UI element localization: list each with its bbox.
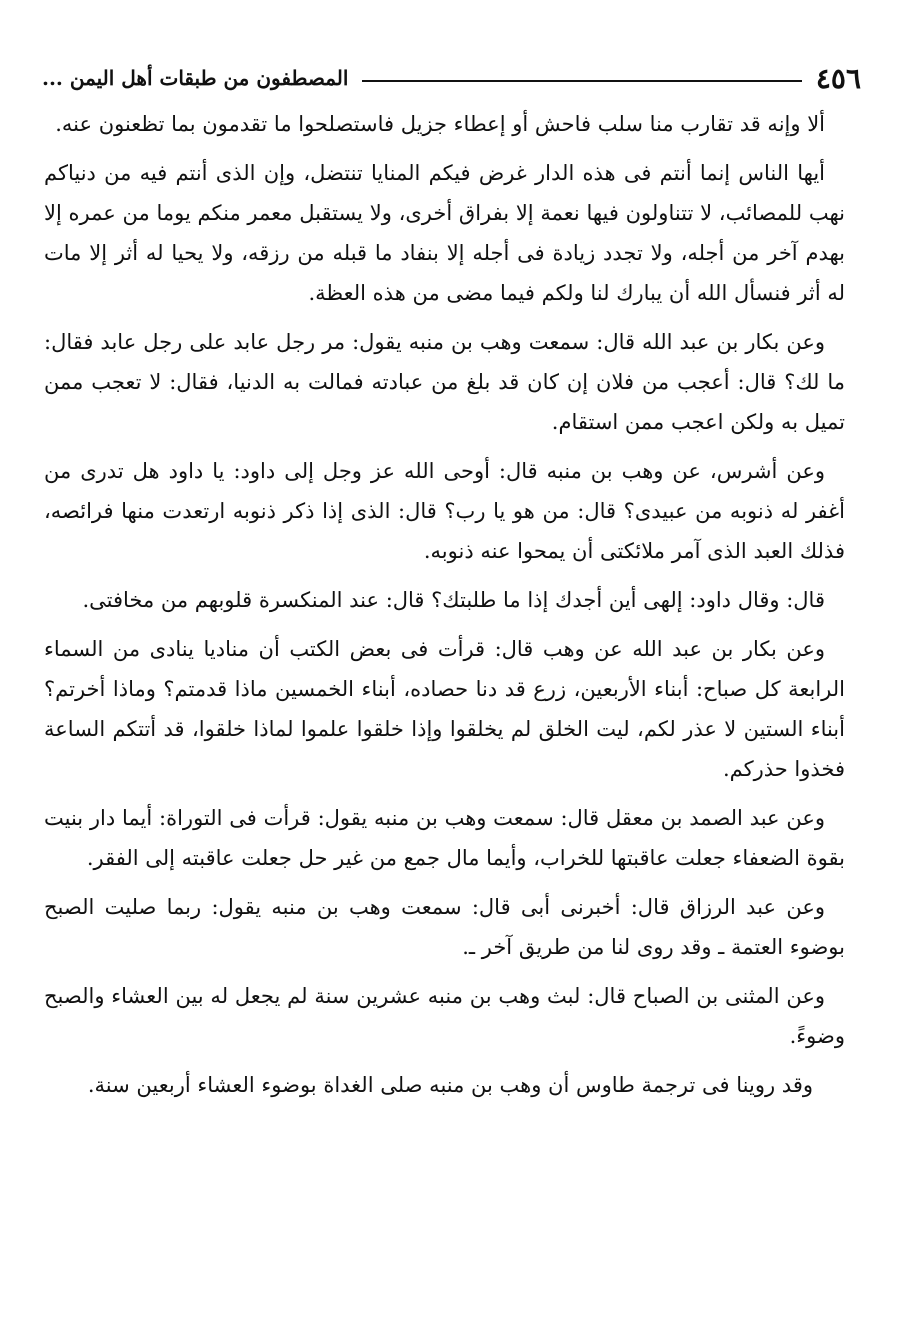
paragraph: وعن بكار بن عبد الله عن وهب قال: قرأت فى بعض الكتب أن مناديا ينادى من السماء الرابعة كل صباح: أبناء الأربعين، زرع قد دنا حصاده، أبناء الخمسين ماذا قدمتم؟ وماذا أخرتم؟ أبناء الستين لا عذر لكم، ليت الخلق لم يخلقوا وإذا خلقوا علموا لماذا خلقوا، قد أتتكم الساعة فخذوا حذركم. [44,637,845,781]
page-body [44,104,845,1114]
paragraph: وعن عبد الصمد بن معقل قال: سمعت وهب بن منبه يقول: قرأت فى التوراة: أيما دار بنيت بقوة الضعفاء جعلت عاقبتها للخراب، وأيما مال جمع من غير حل جعلت عاقبته إلى الفقر. [44,806,845,870]
paragraph: وقد روينا فى ترجمة طاوس أن وهب بن منبه صلى الغداة بوضوء العشاء أربعين سنة. [87,1073,813,1097]
running-title: المصطفون من طبقات أهل اليمن ... [42,66,349,90]
paragraph: وعن بكار بن عبد الله قال: سمعت وهب بن منبه يقول: مر رجل عابد على رجل عابد فقال: ما لك؟ قال: أعجب من فلان إن كان قد بلغ من عبادته فمالت به الدنيا، فقال: لا تعجب ممن تميل به ولكن اعجب ممن استقام. [44,330,845,434]
paragraph: ألا وإنه قد تقارب منا سلب فاحش أو إعطاء جزيل فاستصلحوا ما تقدمون بما تظعنون عنه. [55,112,825,136]
page-number: ٤٥٦ [815,61,861,95]
paragraph: وعن المثنى بن الصباح قال: لبث وهب بن منبه عشرين سنة لم يجعل له بين العشاء والصبح وضوءً. [44,984,845,1048]
page-header [42,58,861,98]
paragraph: وعن عبد الرزاق قال: أخبرنى أبى قال: سمعت وهب بن منبه يقول: ربما صليت الصبح بوضوء العتمة ـ وقد روى لنا من طريق آخر ـ. [44,895,845,959]
header-rule [362,80,801,82]
paragraph: وعن أشرس، عن وهب بن منبه قال: أوحى الله عز وجل إلى داود: يا داود هل تدرى من أغفر له ذنوبه من عبيدى؟ قال: من هو يا رب؟ قال: الذى إذا ذكر ذنوبه ارتعدت منها فرائصه، فذلك العبد الذى آمر ملائكتى أن يمحوا عنه ذنوبه. [44,459,845,563]
paragraph: أيها الناس إنما أنتم فى هذه الدار غرض فيكم المنايا تنتضل، وإن الذى أنتم فيه من دنياكم نهب للمصائب، لا تتناولون فيها نعمة إلا بفراق أخرى، ولا يستقبل معمر منكم يوما من عمره إلا بهدم آخر من أجله، ولا تجدد زيادة فى أجله إلا بنفاد ما قبله من رزقه، ولا يحيا له أثر إلا مات له أثر فنسأل الله أن يبارك لنا ولكم فيما مضى من هذه العظة. [44,161,845,305]
paragraph: قال: وقال داود: إلهى أين أجدك إذا ما طلبتك؟ قال: عند المنكسرة قلوبهم من مخافتى. [82,588,825,612]
